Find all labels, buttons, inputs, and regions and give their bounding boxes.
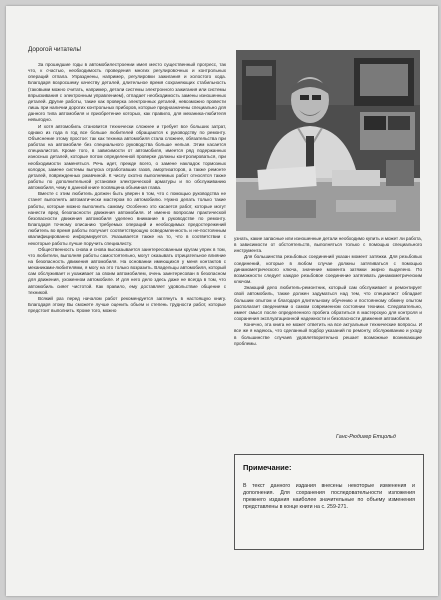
- note-title: Примечание:: [243, 463, 292, 472]
- paragraph: Вместе с этим любитель должен быть уверен в том, что с помощью руководства не станет выполнять автоматически мастером по автомобилю. Нужно делать только такие работы, которые можно выполнить самому. Особенно это касается работ, которые могут нанести вред безопасности движения автомобиля. И именно вопросам практической безопасности движения автомобиля уделено внимание в руководстве по ремонту. Благодаря точному описанию требуемых операций и необходимых предостережений любитель во время работы получает соответствующую осведомленность и не-постоянным квалифицированно информируется. Указывается также на то, что в соответствии с некоторые работы лучше поручить специалисту.: [28, 191, 226, 246]
- paragraph: Общественность снова и снова высказывается заинтересованным кругам упрек в том, что любители, выполняя работы самостоятельно, могут оказывать отрицательное влияние на безопасность движения автомобиля. На основании имеющихся у меня контактов с механиками-любителями, я могу на это только возразить. Владельцы автомобиля, который сам обслуживает и ухаживает за своим автомобилем, очень заинтересован в безопасном для движения, ухоженном автомобиле. И для него дело здесь даже не всегда в том, что автомобиль сияет чистотой. Как правило, ему доставляет удовольствие общение с техникой.: [28, 246, 226, 295]
- preface-right-column: [234, 236, 422, 426]
- paragraph: Всякий раз перед началом работ рекомендуется заглянуть в настоящую книгу. Благодаря этому Вы сможете лучше оценить объем и степень трудности работ, которые предстоит выполнить. Кроме того, можно: [28, 295, 226, 314]
- preface-left-column: [28, 62, 226, 590]
- greeting-heading: Дорогой читатель!: [28, 46, 82, 53]
- note-text: В текст данного издания внесены некоторые изменения и дополнения. Для сохранения последовательности изложения прежнего издания наиболее значительные по объему изменения представлены в конце книги на с. 259-271.: [243, 483, 415, 511]
- paragraph: Знающий дело любитель-ремонтник, который сам обслуживает и ремонтирует свой автомобиль, также должен задуматься над тем, что специалист обладает большим опытом и благодаря длительному обучению и постоянному обмену опытом располагает сведениями о самом современном состоянии техники. Следовательно, имеет смысл после определенного пробега обратиться в мастерскую для контроля и сохранения эксплуатационной надежности и безопасности движения автомобиля.: [234, 285, 422, 322]
- book-page: [6, 6, 438, 596]
- paragraph: За прошедшие годы в автомобилестроении имел место существенный прогресс, так что, к счастью, необходимость проведения многих регулировочных и контрольных операций отпала. Упразднены, например, регулировки зажигания и холостого хода. Благодаря возросшему качеству деталей, длительное время сохраняющих стабильность (таковыми можно считать, например, детали системы электронного зажигания или системы впрыскивания с электронным управлением), отпадает необходимость замены изношенных деталей. Другие работы, такие как проверка электронных деталей, невозможно провести лишь при наличии дорогих контрольных приборов, которые предназначены специально для данного типа автомобиля и приобретение которых, как правило, для механика-любителя невыгодно.: [28, 62, 226, 123]
- paragraph: Для большинства резьбовых соединений указан момент затяжки. Для резьбовых соединений, которые в любом случае должны затягиваться с помощью динамометрического ключа, значение момента затяжки жирно выделено. По возможности следует каждое резьбовое соединение затягивать динамометрическим ключом.: [234, 254, 422, 285]
- paragraph: И хотя автомобиль становится технически сложнее и требует все больших затрат, однако из года в год все больше любителей обращаются к руководству по ремонту. Объяснение этому простое: так как техника автомобиля стала сложнее, обязательства при работах на автомобиле без специального руководства больше нельзя. Этим касается специалистов. Кроме того, в зависимости от автомобиля, имеется ряд подержанных износных деталей, которые потом определенной проверке должны контролироваться, при необходимости заменяться. Речь идет, прежде всего, о замене накладок тормозных колодок, замене системы выпуска отработавших газов, амортизаторов, а также ремонте деталей, поврежденных ржавчиной. К числу охотно выполняемых работ относятся также работы по дополнительной установке электрической арматуры и по обслуживанию автомобиля, чему в данной книге посвящена объемная глава.: [28, 123, 226, 191]
- paragraph: Конечно, эта книга не может ответить на все актуальные технические вопросы. И все же я надеюсь, что сделанный подбор указаний по ремонту, обслуживанию и уходу в большинстве случаев удовлетворительно решает возможные возникающие проблемы.: [234, 322, 422, 346]
- author-photo: [236, 50, 420, 231]
- paragraph: узнать, какие запасные или изношенные детали необходимо купить и может ли работа, в зависимости от обстоятельств, выполняться только с помощью специального инструмента.: [234, 236, 422, 254]
- note-box: [234, 454, 424, 550]
- author-signature: Ганс-Рюдигер Етцольд: [336, 434, 396, 440]
